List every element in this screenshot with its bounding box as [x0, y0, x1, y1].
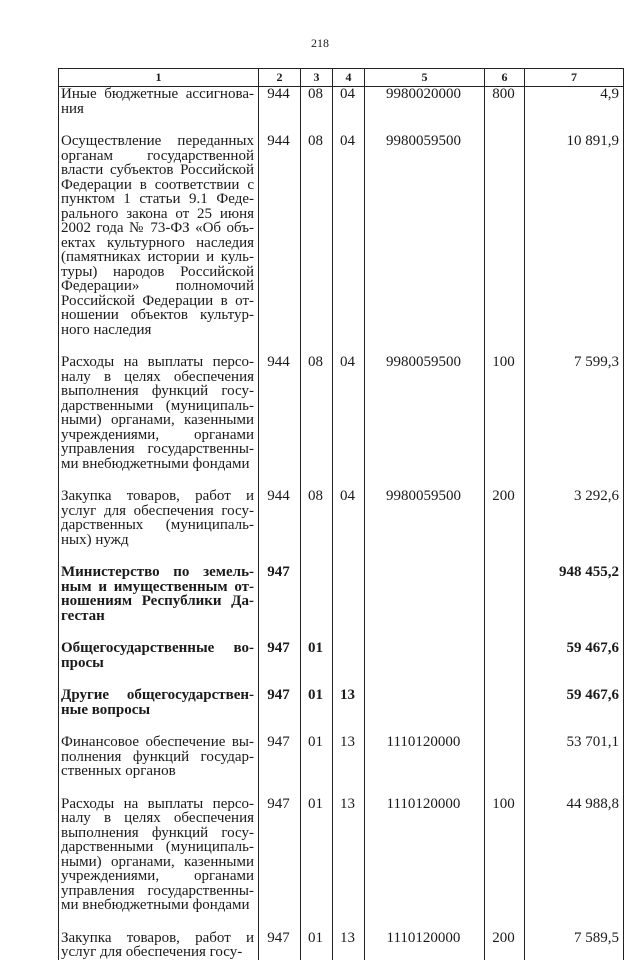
row-expense-type [485, 641, 525, 688]
row-ministry-code: 947 [259, 641, 301, 688]
row-expense-type: 200 [485, 489, 525, 565]
row-ministry-code: 944 [259, 87, 301, 135]
row-expense-type: 800 [485, 87, 525, 135]
table-row [59, 489, 624, 565]
row-description: Финансовое обеспечение вы-полнения функций государ-ственных органов [59, 735, 259, 797]
row-amount: 7 599,3 [525, 355, 624, 489]
row-target-article [365, 565, 485, 641]
column-header: 2 [259, 69, 301, 87]
row-target-article: 9980059500 [365, 355, 485, 489]
row-description: Осуществление переданных органам государственной власти субъектов Российской Федерации в соответствии с пунктом 1 статьи 9.1 Феде-рального закона от 25 июня 2002 года № 73-ФЗ «Об объ-ектах культурного наследия (памятниках истории и куль-туры) народов Российской Федерации» полномочий Российской Федерации в от-ношении объектов культур-ного наследия [59, 134, 259, 355]
row-section: 01 [301, 931, 333, 960]
table-row [59, 355, 624, 489]
row-ministry-code: 944 [259, 489, 301, 565]
row-description: Министерство по земель-ным и имущественным от-ношениям Республики Да-гестан [59, 565, 259, 641]
table-row [59, 735, 624, 797]
table-row [59, 797, 624, 931]
row-ministry-code: 947 [259, 931, 301, 960]
row-subsection: 04 [333, 355, 365, 489]
row-target-article: 1110120000 [365, 797, 485, 931]
column-header: 4 [333, 69, 365, 87]
row-subsection: 13 [333, 931, 365, 960]
row-target-article [365, 641, 485, 688]
row-section [301, 565, 333, 641]
row-amount: 7 589,5 [525, 931, 624, 960]
table-row [59, 134, 624, 355]
row-ministry-code: 944 [259, 355, 301, 489]
row-expense-type [485, 735, 525, 797]
row-amount: 4,9 [525, 87, 624, 135]
row-target-article: 9980020000 [365, 87, 485, 135]
row-subsection [333, 565, 365, 641]
row-section: 01 [301, 735, 333, 797]
row-description: Общегосударственные во-просы [59, 641, 259, 688]
column-header: 6 [485, 69, 525, 87]
row-expense-type: 200 [485, 931, 525, 960]
table-row [59, 931, 624, 960]
row-expense-type [485, 565, 525, 641]
page-number: 218 [311, 36, 329, 50]
row-section: 01 [301, 641, 333, 688]
row-subsection: 04 [333, 87, 365, 135]
row-section: 08 [301, 489, 333, 565]
table-row [59, 641, 624, 688]
row-section: 08 [301, 355, 333, 489]
row-subsection: 13 [333, 688, 365, 735]
table-row [59, 688, 624, 735]
row-section: 01 [301, 797, 333, 931]
row-target-article [365, 688, 485, 735]
row-ministry-code: 947 [259, 735, 301, 797]
row-description: Другие общегосударствен-ные вопросы [59, 688, 259, 735]
row-expense-type: 100 [485, 797, 525, 931]
column-header: 1 [59, 69, 259, 87]
row-amount: 59 467,6 [525, 688, 624, 735]
row-expense-type [485, 134, 525, 355]
row-amount: 44 988,8 [525, 797, 624, 931]
row-section: 08 [301, 87, 333, 135]
column-header: 5 [365, 69, 485, 87]
row-expense-type [485, 688, 525, 735]
row-target-article: 9980059500 [365, 489, 485, 565]
row-ministry-code: 947 [259, 565, 301, 641]
row-ministry-code: 947 [259, 797, 301, 931]
row-subsection: 04 [333, 134, 365, 355]
row-target-article: 9980059500 [365, 134, 485, 355]
table-row [59, 87, 624, 135]
row-amount: 948 455,2 [525, 565, 624, 641]
table-row [59, 565, 624, 641]
row-expense-type: 100 [485, 355, 525, 489]
row-amount: 59 467,6 [525, 641, 624, 688]
table-body [59, 87, 624, 960]
row-section: 01 [301, 688, 333, 735]
row-subsection: 04 [333, 489, 365, 565]
column-header: 3 [301, 69, 333, 87]
row-amount: 53 701,1 [525, 735, 624, 797]
row-description: Закупка товаров, работ и услуг для обеспечения госу-дарственных (муниципаль-ных) нужд [59, 489, 259, 565]
table-header-row [59, 69, 624, 87]
row-amount: 10 891,9 [525, 134, 624, 355]
row-amount: 3 292,6 [525, 489, 624, 565]
row-description: Расходы на выплаты персо-налу в целях обеспечения выполнения функций госу-дарственными (муниципаль-ными) органами, казенными учреждениями, органами управления государственны-ми внебюджетными фондами [59, 355, 259, 489]
row-description: Расходы на выплаты персо-налу в целях обеспечения выполнения функций госу-дарственными (муниципаль-ными) органами, казенными учреждениями, органами управления государственны-ми внебюджетными фондами [59, 797, 259, 931]
budget-table [58, 68, 624, 960]
row-description: Иные бюджетные ассигнова-ния [59, 87, 259, 135]
row-ministry-code: 947 [259, 688, 301, 735]
row-description: Закупка товаров, работ и услуг для обеспечения госу- [59, 931, 259, 960]
row-subsection: 13 [333, 797, 365, 931]
row-ministry-code: 944 [259, 134, 301, 355]
row-subsection [333, 641, 365, 688]
row-section: 08 [301, 134, 333, 355]
row-subsection: 13 [333, 735, 365, 797]
column-header: 7 [525, 69, 624, 87]
row-target-article: 1110120000 [365, 931, 485, 960]
row-target-article: 1110120000 [365, 735, 485, 797]
